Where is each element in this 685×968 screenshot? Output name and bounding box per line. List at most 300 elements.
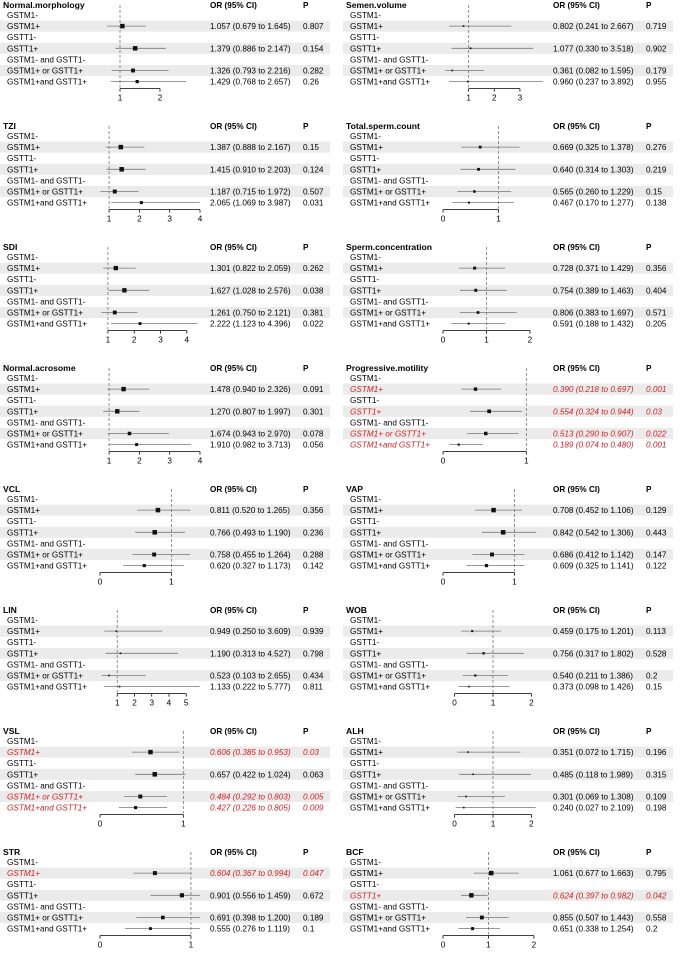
point-estimate [487, 409, 491, 413]
or-ci-header: OR (95% CI) [210, 485, 257, 494]
x-tick-label: 1 [524, 456, 529, 466]
point-estimate [114, 266, 118, 270]
x-tick-label: 2 [137, 456, 142, 466]
x-tick-label: 0 [452, 698, 457, 708]
p-value-header: P [646, 1, 652, 10]
or-ci-value: 1.379 (0.886 to 2.147) [210, 44, 291, 54]
x-tick-label: 2 [531, 940, 537, 950]
or-ci-value: 2.222 (1.123 to 4.396) [210, 319, 291, 329]
point-estimate [477, 311, 480, 314]
point-estimate [119, 686, 121, 688]
panel-title: WOB [346, 605, 368, 615]
or-ci-value: 0.523 (0.103 to 2.655) [210, 671, 291, 681]
row-label: GSTT1+ [7, 528, 39, 538]
p-value: 0.189 [303, 913, 324, 923]
x-tick-label: 2 [157, 93, 163, 103]
or-ci-value: 0.189 (0.074 to 0.480) [553, 440, 634, 450]
point-estimate [115, 409, 119, 413]
row-label: GSTM1- [7, 858, 38, 867]
row-label: GSTM1- and GSTT1- [350, 297, 429, 307]
or-ci-value: 1.187 (0.715 to 1.972) [210, 187, 291, 197]
row-label: GSTT1- [350, 154, 380, 164]
p-value: 0.2 [646, 671, 658, 681]
row-label: GSTM1+ or GSTT1+ [350, 671, 426, 681]
point-estimate [153, 871, 157, 875]
row-label: GSTM1+and GSTT1+ [350, 319, 431, 329]
forest-plot-svg [0, 847, 342, 968]
row-label: GSTM1- [350, 11, 381, 20]
row-label: GSTM1+and GSTT1+ [350, 561, 431, 571]
row-label: GSTM1- [7, 253, 38, 262]
or-ci-header: OR (95% CI) [553, 848, 600, 857]
forest-panel-tzi [0, 121, 342, 242]
or-ci-value: 0.811 (0.520 to 1.265) [210, 506, 290, 516]
p-value: 0.022 [303, 319, 324, 329]
x-tick-label: 1 [486, 940, 491, 950]
row-label: GSTM1+ [7, 506, 40, 516]
panel-title: Normal.morphology [3, 0, 85, 10]
point-estimate [477, 168, 480, 171]
point-estimate [136, 80, 139, 83]
p-value: 0.042 [646, 891, 667, 901]
p-value: 0.528 [646, 649, 667, 659]
p-value-header: P [646, 727, 652, 736]
p-value: 0.138 [646, 198, 667, 208]
point-estimate [482, 652, 484, 654]
forest-panel-alh [343, 726, 685, 847]
point-estimate [468, 686, 470, 688]
or-ci-value: 1.910 (0.982 to 3.713) [210, 440, 291, 450]
row-label: GSTM1+ [350, 264, 383, 274]
or-ci-value: 0.855 (0.507 to 1.443) [553, 913, 634, 923]
row-label: GSTM1+ [350, 869, 383, 879]
p-value: 0.571 [646, 308, 667, 318]
or-ci-value: 0.540 (0.211 to 1.386) [553, 671, 633, 681]
p-value: 0.205 [646, 319, 667, 329]
p-value: 0.219 [646, 165, 667, 175]
or-ci-header: OR (95% CI) [553, 122, 600, 131]
panel-title: Normal.acrosome [3, 363, 76, 373]
x-tick-label: 1 [114, 698, 120, 708]
or-ci-value: 0.657 (0.422 to 1.024) [210, 770, 291, 780]
p-value-header: P [646, 122, 652, 131]
x-tick-label: 1 [105, 335, 111, 345]
row-label: GSTM1+ or GSTT1+ [350, 429, 426, 439]
row-label: GSTT1- [350, 759, 380, 769]
point-estimate [140, 201, 143, 204]
row-label: GSTM1+ [7, 264, 40, 274]
x-tick-label: 2 [529, 698, 534, 708]
forest-plot-svg [343, 726, 685, 847]
panel-title: BCF [346, 847, 364, 857]
row-label: GSTM1+ or GSTT1+ [7, 550, 83, 560]
or-ci-value: 0.806 (0.383 to 1.697) [553, 308, 634, 318]
point-estimate [489, 871, 493, 875]
p-value: 0.301 [303, 407, 324, 417]
or-ci-value: 0.754 (0.389 to 1.463) [553, 286, 634, 296]
p-value-header: P [303, 364, 309, 373]
p-value: 0.902 [646, 44, 667, 54]
point-estimate [120, 24, 125, 29]
x-tick-label: 2 [527, 335, 533, 345]
x-tick-label: 1 [106, 214, 112, 224]
or-ci-value: 0.842 (0.542 to 1.306) [553, 528, 634, 538]
point-estimate [501, 530, 506, 535]
row-label: GSTM1+ [350, 748, 383, 758]
point-estimate [490, 553, 494, 557]
row-label: GSTM1+and GSTT1+ [7, 924, 88, 934]
point-estimate [156, 508, 160, 512]
p-value: 0.558 [646, 913, 667, 923]
p-value: 0.001 [646, 385, 667, 395]
row-label: GSTT1- [7, 154, 37, 164]
row-label: GSTT1- [7, 517, 37, 527]
p-value: 0.063 [303, 770, 324, 780]
panel-title: Semen.volume [346, 0, 407, 10]
p-value: 0.056 [303, 440, 324, 450]
x-tick-label: 5 [183, 698, 189, 708]
or-ci-value: 0.565 (0.260 to 1.229) [553, 187, 634, 197]
x-tick-label: 1 [512, 577, 517, 587]
row-label: GSTT1- [350, 33, 380, 43]
point-estimate [134, 806, 137, 809]
forest-plot-svg [0, 242, 342, 363]
or-ci-header: OR (95% CI) [210, 1, 257, 10]
or-ci-header: OR (95% CI) [210, 243, 257, 252]
point-estimate [119, 145, 123, 149]
p-value: 0.1 [303, 924, 315, 934]
p-value-header: P [303, 243, 309, 252]
or-ci-header: OR (95% CI) [553, 243, 600, 252]
p-value-header: P [303, 122, 309, 131]
p-value: 0.022 [646, 429, 667, 439]
row-label: GSTM1+ [350, 506, 383, 516]
p-value-header: P [303, 485, 309, 494]
row-label: GSTM1- and GSTT1- [350, 660, 429, 670]
point-estimate [113, 311, 117, 315]
point-estimate [149, 927, 152, 930]
p-value: 0.109 [646, 792, 667, 802]
row-label: GSTM1- and GSTT1- [7, 781, 86, 791]
or-ci-header: OR (95% CI) [210, 122, 257, 131]
point-estimate [458, 444, 460, 446]
row-label: GSTM1- and GSTT1- [7, 297, 86, 307]
row-label: GSTM1+and GSTT1+ [7, 440, 88, 450]
row-label: GSTM1+ or GSTT1+ [7, 792, 83, 802]
forest-plot-svg [343, 484, 685, 605]
x-tick-label: 4 [197, 456, 203, 466]
forest-plot-svg [343, 121, 685, 242]
x-tick-label: 2 [137, 214, 142, 224]
point-estimate [128, 432, 131, 435]
row-label: GSTM1+and GSTT1+ [350, 440, 431, 450]
point-estimate [131, 69, 135, 73]
point-estimate [451, 70, 453, 72]
row-label: GSTM1- and GSTT1- [350, 418, 429, 428]
forest-panel-total-sperm-count [343, 121, 685, 242]
p-value-header: P [303, 1, 309, 10]
row-label: GSTM1- [350, 253, 381, 262]
or-ci-value: 0.361 (0.082 to 1.595) [553, 66, 634, 76]
p-value: 0.404 [646, 286, 667, 296]
point-estimate [180, 893, 184, 897]
p-value-header: P [646, 485, 652, 494]
or-ci-value: 0.624 (0.397 to 0.982) [553, 891, 634, 901]
or-ci-value: 0.802 (0.241 to 2.667) [553, 22, 634, 32]
row-label: GSTT1+ [7, 891, 39, 901]
x-tick-label: 1 [496, 214, 501, 224]
or-ci-value: 0.351 (0.072 to 1.715) [553, 748, 634, 758]
row-label: GSTT1+ [350, 528, 382, 538]
or-ci-value: 0.758 (0.455 to 1.264) [210, 550, 291, 560]
row-label: GSTM1+and GSTT1+ [7, 682, 88, 692]
row-label: GSTM1+ or GSTT1+ [350, 308, 426, 318]
or-ci-value: 0.373 (0.098 to 1.426) [553, 682, 634, 692]
forest-panel-vcl [0, 484, 342, 605]
or-ci-value: 0.609 (0.325 to 1.141) [553, 561, 634, 571]
row-label: GSTM1+and GSTT1+ [350, 803, 431, 813]
p-value: 0.315 [646, 770, 667, 780]
or-ci-header: OR (95% CI) [553, 727, 600, 736]
point-estimate [479, 146, 482, 149]
row-label: GSTM1+ [7, 748, 40, 758]
row-label: GSTT1+ [350, 407, 382, 417]
row-label: GSTM1- [7, 495, 38, 504]
point-estimate [121, 387, 125, 391]
p-value: 0.282 [303, 66, 324, 76]
p-value: 0.113 [646, 627, 666, 637]
point-estimate [473, 267, 476, 270]
forest-plot-svg [0, 726, 342, 847]
panel-title: Sperm.concentration [346, 242, 432, 252]
row-label: GSTM1- and GSTT1- [350, 55, 429, 65]
p-value: 0.179 [646, 66, 667, 76]
p-value: 0.091 [303, 385, 324, 395]
or-ci-value: 0.901 (0.556 to 1.459) [210, 891, 291, 901]
point-estimate [468, 202, 470, 204]
row-label: GSTM1- [7, 616, 38, 625]
p-value: 0.03 [303, 748, 319, 758]
point-estimate [474, 289, 477, 292]
x-tick-label: 3 [158, 335, 163, 345]
p-value: 0.129 [646, 506, 667, 516]
row-label: GSTM1+ or GSTT1+ [7, 671, 83, 681]
row-label: GSTM1+and GSTT1+ [350, 77, 431, 87]
forest-panel-wob [343, 605, 685, 726]
forest-panel-normal-acrosome [0, 363, 342, 484]
row-label: GSTM1- [350, 858, 381, 867]
row-label: GSTM1+ [7, 869, 40, 879]
p-value: 0.005 [303, 792, 324, 802]
x-tick-label: 0 [97, 577, 103, 587]
panel-title: VAP [346, 484, 364, 494]
row-label: GSTM1+and GSTT1+ [7, 198, 88, 208]
point-estimate [148, 750, 152, 754]
point-estimate [152, 772, 157, 777]
forest-panel-normal-morphology [0, 0, 342, 121]
point-estimate [472, 774, 474, 776]
p-value: 0.276 [646, 143, 667, 153]
or-ci-value: 0.766 (0.493 to 1.190) [210, 528, 291, 538]
row-label: GSTM1- [7, 374, 38, 383]
or-ci-value: 1.270 (0.807 to 1.997) [210, 407, 291, 417]
or-ci-value: 1.415 (0.910 to 2.203) [210, 165, 291, 175]
x-tick-label: 1 [484, 335, 489, 345]
forest-plot-svg [0, 484, 342, 605]
p-value: 0.443 [646, 528, 667, 538]
point-estimate [108, 675, 110, 677]
row-label: GSTM1+ or GSTT1+ [350, 550, 426, 560]
x-tick-label: 1 [466, 93, 471, 103]
row-label: GSTT1+ [350, 649, 382, 659]
or-ci-value: 1.261 (0.750 to 2.121) [210, 308, 291, 318]
x-tick-label: 0 [440, 335, 446, 345]
or-ci-value: 1.057 (0.679 to 1.645) [210, 22, 291, 32]
point-estimate [471, 630, 473, 632]
x-tick-label: 0 [440, 214, 446, 224]
p-value: 0.381 [303, 308, 324, 318]
or-ci-value: 0.301 (0.069 to 1.308) [553, 792, 634, 802]
point-estimate [471, 927, 474, 930]
forest-panel-semen-volume [343, 0, 685, 121]
p-value: 0.198 [646, 803, 667, 813]
point-estimate [467, 81, 469, 83]
x-tick-label: 4 [197, 214, 203, 224]
row-label: GSTM1+ [350, 22, 383, 32]
row-label: GSTM1- and GSTT1- [7, 660, 86, 670]
or-ci-header: OR (95% CI) [210, 606, 257, 615]
panel-title: LIN [3, 605, 17, 615]
or-ci-value: 0.485 (0.118 to 1.989) [553, 770, 633, 780]
row-label: GSTM1+ or GSTT1+ [7, 187, 83, 197]
or-ci-value: 0.554 (0.324 to 0.944) [553, 407, 634, 417]
row-label: GSTM1- [350, 374, 381, 383]
p-value: 0.356 [646, 264, 667, 274]
row-label: GSTM1- [7, 737, 38, 746]
or-ci-value: 0.708 (0.452 to 1.106) [553, 506, 634, 516]
or-ci-value: 0.756 (0.317 to 1.802) [553, 649, 634, 659]
or-ci-value: 0.640 (0.314 to 1.303) [553, 165, 634, 175]
p-value: 0.124 [303, 165, 324, 175]
row-label: GSTT1+ [350, 770, 382, 780]
x-tick-label: 4 [166, 698, 172, 708]
row-label: GSTM1+ or GSTT1+ [7, 429, 83, 439]
or-ci-value: 1.627 (1.028 to 2.576) [210, 286, 291, 296]
row-label: GSTM1+ or GSTT1+ [7, 308, 83, 318]
row-label: GSTT1- [350, 396, 380, 406]
row-label: GSTT1+ [7, 286, 39, 296]
row-label: GSTM1- and GSTT1- [7, 55, 86, 65]
panel-title: SDI [3, 242, 18, 252]
point-estimate [470, 47, 472, 49]
p-value: 0.434 [303, 671, 324, 681]
p-value: 0.196 [646, 748, 667, 758]
row-label: GSTM1+and GSTT1+ [7, 561, 88, 571]
row-label: GSTT1+ [350, 165, 382, 175]
point-estimate [480, 916, 484, 920]
row-label: GSTM1+ [7, 627, 40, 637]
row-label: GSTM1- and GSTT1- [350, 176, 429, 186]
p-value: 0.047 [303, 869, 324, 879]
x-tick-label: 2 [492, 93, 497, 103]
p-value: 0.031 [303, 198, 324, 208]
row-label: GSTM1+ [350, 143, 383, 153]
forest-plot-svg [343, 242, 685, 363]
point-estimate [161, 916, 165, 920]
p-value-header: P [303, 727, 309, 736]
row-label: GSTM1+ [350, 627, 383, 637]
or-ci-value: 0.604 (0.367 to 0.994) [210, 869, 291, 879]
or-ci-value: 1.061 (0.677 to 1.663) [553, 869, 634, 879]
p-value: 0.142 [303, 561, 324, 571]
point-estimate [113, 190, 117, 194]
forest-plot-svg [343, 847, 685, 968]
point-estimate [463, 807, 465, 809]
or-ci-value: 0.427 (0.226 to 0.805) [210, 803, 291, 813]
forest-plot-svg [343, 363, 685, 484]
row-label: GSTT1+ [350, 891, 382, 901]
p-value-header: P [646, 848, 652, 857]
x-tick-label: 0 [440, 577, 446, 587]
row-label: GSTM1+ or GSTT1+ [7, 66, 83, 76]
p-value: 0.672 [303, 891, 324, 901]
or-ci-value: 0.960 (0.237 to 3.892) [553, 77, 634, 87]
or-ci-header: OR (95% CI) [210, 848, 257, 857]
forest-panel-lin [0, 605, 342, 726]
or-ci-value: 1.387 (0.888 to 2.167) [210, 143, 291, 153]
point-estimate [465, 796, 467, 798]
row-label: GSTM1- and GSTT1- [7, 418, 86, 428]
or-ci-value: 0.669 (0.325 to 1.378) [553, 143, 634, 153]
x-tick-label: 3 [517, 93, 523, 103]
point-estimate [152, 553, 156, 557]
row-label: GSTM1+and GSTT1+ [7, 803, 88, 813]
row-label: GSTM1- [7, 132, 38, 141]
point-estimate [467, 751, 469, 753]
p-value: 0.798 [303, 649, 324, 659]
or-ci-value: 0.606 (0.385 to 0.953) [210, 748, 291, 758]
forest-panel-vap [343, 484, 685, 605]
forest-plot-svg [0, 121, 342, 242]
row-label: GSTM1- and GSTT1- [7, 539, 86, 549]
p-value-header: P [303, 606, 309, 615]
or-ci-value: 2.065 (1.069 to 3.987) [210, 198, 291, 208]
p-value: 0.147 [646, 550, 667, 560]
p-value: 0.807 [303, 22, 324, 32]
row-label: GSTM1- [350, 495, 381, 504]
row-label: GSTM1+ [7, 22, 40, 32]
or-ci-value: 0.484 (0.292 to 0.803) [210, 792, 291, 802]
x-tick-label: 0 [97, 819, 103, 829]
point-estimate [139, 322, 142, 325]
row-label: GSTM1- [350, 616, 381, 625]
or-ci-header: OR (95% CI) [210, 727, 257, 736]
or-ci-value: 0.949 (0.250 to 3.609) [210, 627, 291, 637]
point-estimate [469, 893, 473, 897]
p-value: 0.078 [303, 429, 324, 439]
p-value: 0.15 [646, 187, 662, 197]
or-ci-value: 0.459 (0.175 to 1.201) [553, 627, 634, 637]
x-tick-label: 1 [490, 698, 496, 708]
or-ci-value: 0.240 (0.027 to 2.109) [553, 803, 634, 813]
x-tick-label: 4 [184, 335, 190, 345]
point-estimate [120, 653, 122, 655]
p-value: 0.939 [303, 627, 324, 637]
point-estimate [122, 288, 126, 292]
or-ci-value: 0.467 (0.170 to 1.277) [553, 198, 634, 208]
x-tick-label: 0 [452, 819, 457, 829]
row-label: GSTM1+ or GSTT1+ [350, 792, 426, 802]
